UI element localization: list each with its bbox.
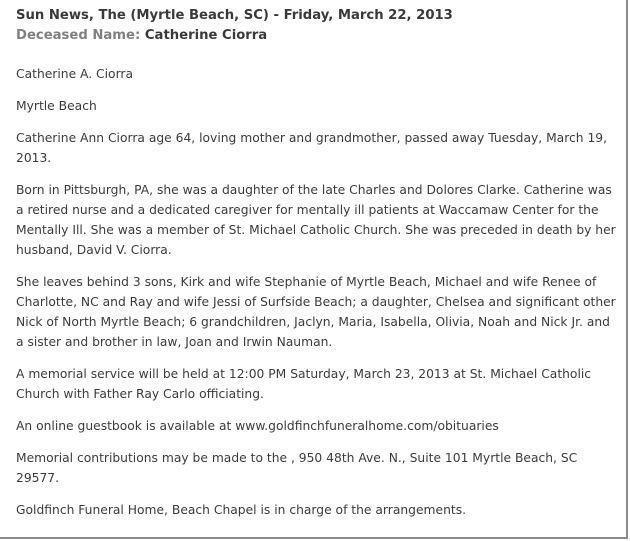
paragraph-contributions: Memorial contributions may be made to the , 950 48th Ave. N., Suite 101 Myrtle Beach, SC 29577. — [16, 451, 578, 485]
obituary-header — [16, 6, 616, 46]
publication-title: Sun News, The (Myrtle Beach, SC) - Friday, March 22, 2013 — [16, 8, 453, 23]
paragraph-guestbook: An online guestbook is available at www.goldfinchfuneralhome.com/obituaries — [16, 419, 499, 433]
paragraph-biography: Born in Pittsburgh, PA, she was a daughter of the late Charles and Dolores Clarke. Catherine was a retired nurse and a dedicated caregiver for mentally ill patients at Waccamaw Center for the Mentally Ill. She was a member of St. Michael Catholic Church. She was preceded in death by her husband, David V. Ciorra. — [16, 183, 616, 257]
paragraph-survivors: She leaves behind 3 sons, Kirk and wife Stephanie of Myrtle Beach, Michael and wife Renee of Charlotte, NC and Ray and wife Jessi of Surfside Beach; a daughter, Chelsea and significant other Nick of North Myrtle Beach; 6 grandchildren, Jaclyn, Maria, Isabella, Olivia, Noah and Nick Jr. and a sister and brother in law, Joan and Irwin Nauman. — [16, 275, 616, 349]
paragraph-location: Myrtle Beach — [16, 99, 97, 113]
deceased-name-value: Catherine Ciorra — [144, 28, 268, 43]
paragraph-arrangements: Goldfinch Funeral Home, Beach Chapel is in charge of the arrangements. — [16, 503, 467, 517]
paragraph-memorial-service: A memorial service will be held at 12:00 PM Saturday, March 23, 2013 at St. Michael Catholic Church with Father Ray Carlo officiating. — [16, 367, 592, 401]
deceased-name-label: Deceased Name: — [16, 28, 141, 43]
paragraph-full-name: Catherine A. Ciorra — [16, 67, 134, 81]
paragraph-announcement: Catherine Ann Ciorra age 64, loving mother and grandmother, passed away Tuesday, March 19, 2013. — [16, 131, 608, 165]
obituary-body — [16, 64, 620, 532]
deceased-name-line — [16, 26, 616, 46]
